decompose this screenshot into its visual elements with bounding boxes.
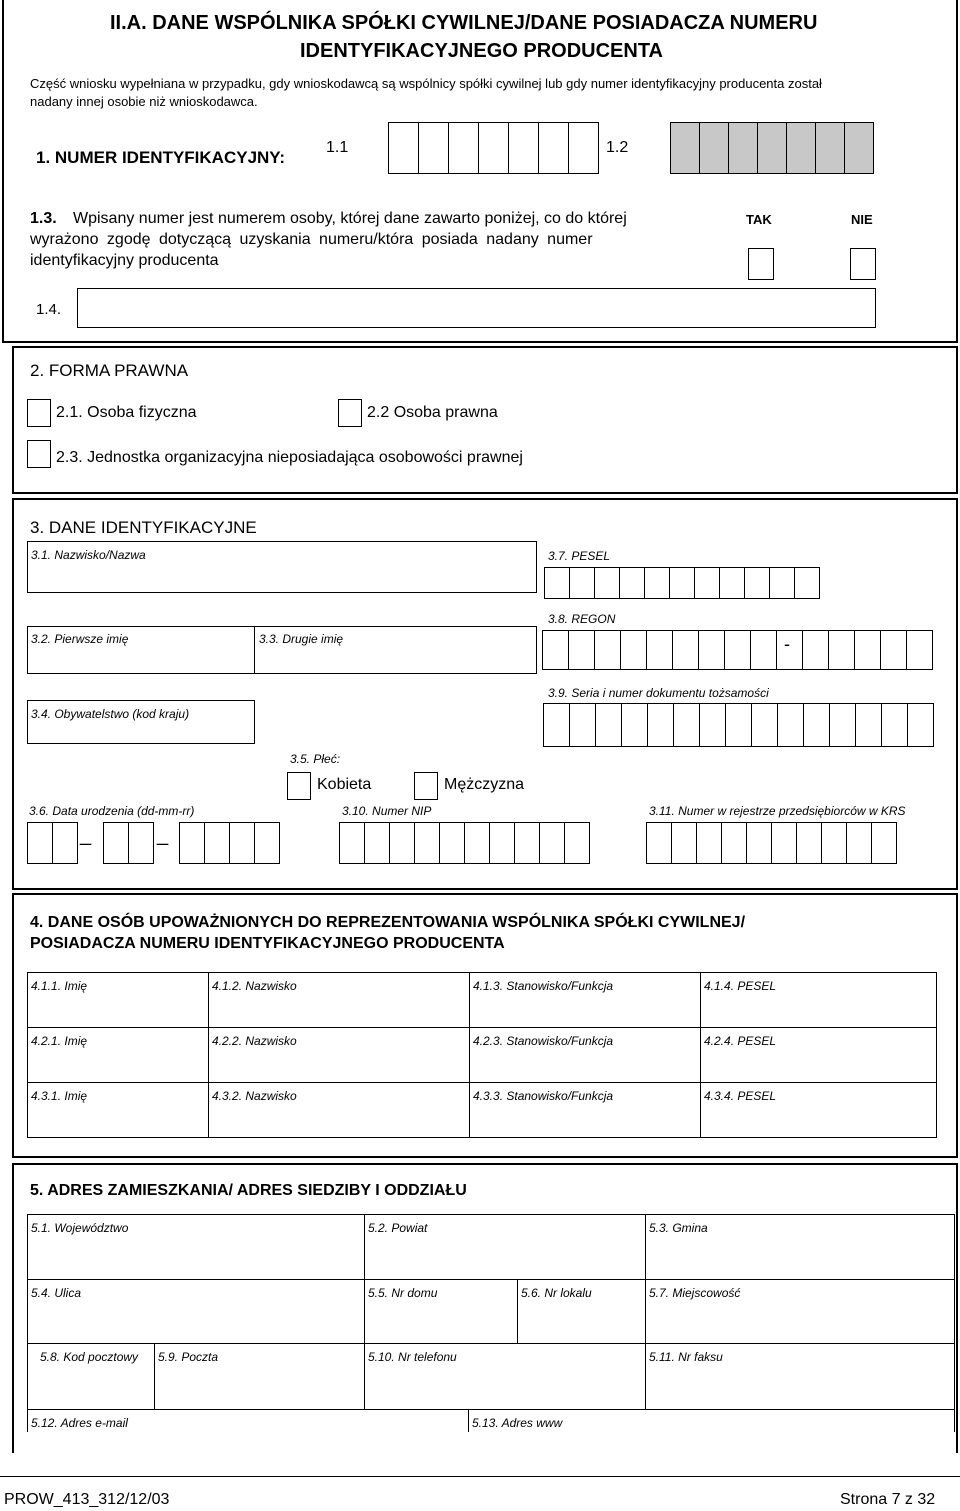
section-3-title: 3. DANE IDENTYFIKACYJNE	[30, 518, 257, 537]
rep-funkcja-cell[interactable]: 4.2.3. Stanowisko/Funkcja	[470, 1028, 701, 1083]
nr-telefonu-cell[interactable]: 5.10. Nr telefonu	[365, 1344, 646, 1410]
dokument-cells[interactable]	[543, 703, 934, 747]
address-row-1	[27, 1214, 955, 1280]
page-number: Strona 7 z 32	[840, 1491, 936, 1508]
nr-faksu-cell[interactable]: 5.11. Nr faksu	[646, 1344, 955, 1410]
rep-pesel-cell[interactable]: 4.1.4. PESEL	[701, 973, 937, 1028]
label-1-2: 1.2	[606, 139, 629, 156]
kobieta-label: Kobieta	[317, 776, 372, 793]
page-title: II.A. DANE WSPÓLNIKA SPÓŁKI CYWILNEJ/DANE POSIADACZA NUMERU	[110, 12, 818, 34]
label-1-1: 1.1	[326, 139, 349, 156]
table-row	[28, 973, 937, 1028]
address-row-3	[27, 1343, 955, 1410]
date-separator-2: _	[157, 824, 169, 846]
www-cell[interactable]: 5.13. Adres www	[469, 1410, 955, 1432]
rep-imie-cell[interactable]: 4.2.1. Imię	[28, 1028, 209, 1083]
birth-month-cells[interactable]	[103, 822, 154, 864]
rep-nazwisko-cell[interactable]: 4.1.2. Nazwisko	[209, 973, 470, 1028]
rep-nazwisko-cell[interactable]: 4.3.2. Nazwisko	[209, 1083, 470, 1138]
regon-cells[interactable]	[542, 630, 933, 670]
label-3-11: 3.11. Numer w rejestrze przedsiębiorców w KRS	[649, 804, 906, 818]
label-3-3: 3.3. Drugie imię	[259, 632, 344, 646]
question-1-3-text: Wpisany numer jest numerem osoby, której dane zawarto poniżej, co do której	[73, 210, 627, 227]
ulica-cell[interactable]: 5.4. Ulica	[28, 1280, 365, 1344]
table-row	[28, 1083, 937, 1138]
osoba-prawna-checkbox[interactable]	[338, 399, 362, 427]
krs-cells[interactable]	[646, 822, 897, 864]
nie-checkbox[interactable]	[850, 248, 876, 280]
id-number-cells-1-2[interactable]	[670, 122, 874, 174]
rep-imie-cell[interactable]: 4.1.1. Imię	[28, 973, 209, 1028]
label-1-4: 1.4.	[36, 301, 62, 318]
nip-cells[interactable]	[339, 822, 590, 864]
poczta-cell[interactable]: 5.9. Poczta	[155, 1344, 365, 1410]
date-separator-1: _	[80, 824, 92, 846]
mezczyzna-checkbox[interactable]	[414, 772, 438, 800]
address-row-2	[27, 1279, 955, 1344]
kobieta-checkbox[interactable]	[287, 772, 311, 800]
rep-nazwisko-cell[interactable]: 4.2.2. Nazwisko	[209, 1028, 470, 1083]
field-1-4[interactable]	[77, 288, 876, 328]
section-1-title: 1. NUMER IDENTYFIKACYJNY:	[36, 148, 286, 167]
section-2-title: 2. FORMA PRAWNA	[30, 361, 189, 380]
jednostka-label: 2.3. Jednostka organizacyjna nieposiadająca osobowości prawnej	[56, 449, 523, 466]
label-3-1: 3.1. Nazwisko/Nazwa	[31, 548, 146, 562]
label-3-10: 3.10. Numer NIP	[342, 804, 432, 818]
question-1-3-text-2: wyrażono zgodę dotyczącą uzyskania numeru/która posiada nadany numer	[30, 231, 593, 248]
powiat-cell[interactable]: 5.2. Powiat	[365, 1215, 646, 1280]
question-1-3-number: 1.3.	[30, 210, 57, 227]
address-row-4	[27, 1409, 955, 1432]
table-row	[28, 1028, 937, 1083]
mezczyzna-label: Mężczyzna	[444, 776, 525, 793]
label-3-9: 3.9. Seria i numer dokumentu tożsamości	[548, 686, 769, 700]
label-3-7: 3.7. PESEL	[548, 549, 611, 563]
jednostka-checkbox[interactable]	[27, 440, 51, 468]
tak-label: TAK	[746, 212, 772, 227]
question-1-3-text-3: identyfikacyjny producenta	[30, 252, 219, 269]
nie-label: NIE	[851, 212, 873, 227]
rep-pesel-cell[interactable]: 4.3.4. PESEL	[701, 1083, 937, 1138]
label-3-5: 3.5. Płeć:	[290, 752, 341, 766]
regon-dash: -	[781, 634, 793, 655]
id-number-cells-1-1[interactable]	[388, 122, 599, 174]
representatives-table	[27, 972, 937, 1138]
birth-day-cells[interactable]	[27, 822, 78, 864]
section-4-title: 4. DANE OSÓB UPOWAŻNIONYCH DO REPREZENTOWANIA WSPÓLNIKA SPÓŁKI CYWILNEJ/	[30, 914, 746, 931]
intro-text: Część wniosku wypełniana w przypadku, gdy wnioskodawcą są wspólnicy spółki cywilnej lub gdy numer identyfikacyjny producenta został	[30, 76, 822, 91]
rep-imie-cell[interactable]: 4.3.1. Imię	[28, 1083, 209, 1138]
birth-year-cells[interactable]	[179, 822, 280, 864]
label-3-2: 3.2. Pierwsze imię	[31, 632, 129, 646]
page-title-line2: IDENTYFIKACYJNEGO PRODUCENTA	[300, 40, 663, 62]
rep-pesel-cell[interactable]: 4.2.4. PESEL	[701, 1028, 937, 1083]
wojewodztwo-cell[interactable]: 5.1. Województwo	[28, 1215, 365, 1280]
section-4-title-2: POSIADACZA NUMERU IDENTYFIKACYJNEGO PRODUCENTA	[30, 935, 505, 952]
miejscowosc-cell[interactable]: 5.7. Miejscowość	[646, 1280, 955, 1344]
label-3-4: 3.4. Obywatelstwo (kod kraju)	[31, 707, 190, 721]
rep-funkcja-cell[interactable]: 4.3.3. Stanowisko/Funkcja	[470, 1083, 701, 1138]
gmina-cell[interactable]: 5.3. Gmina	[646, 1215, 955, 1280]
nr-lokalu-cell[interactable]: 5.6. Nr lokalu	[518, 1280, 646, 1344]
rep-funkcja-cell[interactable]: 4.1.3. Stanowisko/Funkcja	[470, 973, 701, 1028]
osoba-fizyczna-label: 2.1. Osoba fizyczna	[56, 404, 197, 421]
form-code: PROW_413_312/12/03	[4, 1491, 170, 1508]
kod-pocztowy-cell[interactable]: 5.8. Kod pocztowy	[28, 1344, 155, 1410]
tak-checkbox[interactable]	[748, 248, 774, 280]
pesel-cells[interactable]	[544, 567, 820, 599]
section-5-title: 5. ADRES ZAMIESZKANIA/ ADRES SIEDZIBY I ODDZIAŁU	[30, 1182, 467, 1199]
osoba-prawna-label: 2.2 Osoba prawna	[367, 404, 498, 421]
label-3-8: 3.8. REGON	[548, 612, 616, 626]
osoba-fizyczna-checkbox[interactable]	[27, 399, 51, 427]
footer-divider	[0, 1476, 960, 1477]
intro-text-2: nadany innej osobie niż wnioskodawca.	[30, 94, 258, 109]
email-cell[interactable]: 5.12. Adres e-mail	[28, 1410, 469, 1432]
nr-domu-cell[interactable]: 5.5. Nr domu	[365, 1280, 518, 1344]
label-3-6: 3.6. Data urodzenia (dd-mm-rr)	[29, 804, 195, 818]
